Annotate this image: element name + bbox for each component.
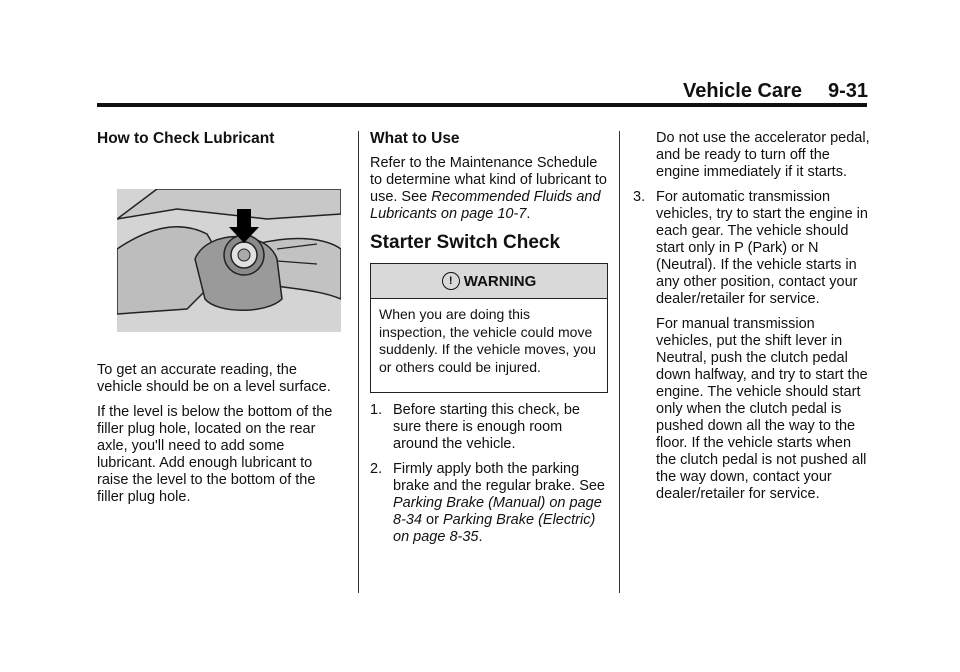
column-1-text (97, 362, 343, 514)
column-3-text (633, 130, 873, 511)
para-refer-schedule: Refer to the Maintenance Schedule to determine what kind of lubricant to use. See Recommended Fluids and Lubricants on page 10-7. (370, 155, 607, 222)
heading-what-to-use: What to Use (370, 130, 460, 147)
starter-steps (370, 402, 610, 554)
filler-plug-figure (117, 189, 341, 332)
header-rule (97, 103, 867, 107)
warning-box (370, 263, 608, 393)
column-divider-1 (358, 131, 359, 593)
column-divider-2 (619, 131, 620, 593)
warning-text: When you are doing this inspection, the vehicle could move suddenly. If the vehicle moves, you or others could be injured. (379, 306, 596, 375)
heading-how-to-check: How to Check Lubricant (97, 130, 275, 147)
step-3-automatic: For automatic transmission vehicles, try to start the engine in each gear. The vehicle should start only in P (Park) or N (Neutral). If the vehicle starts in any other position, contact your dealer/retailer for service. (656, 189, 868, 307)
para-accelerator-warning: Do not use the accelerator pedal, and be ready to turn off the engine immediately if it starts. (656, 130, 870, 180)
para-add-lubricant: If the level is below the bottom of the filler plug hole, located on the rear axle, you'll need to add some lubricant. Add enough lubricant to raise the level to the bottom of the filler plug hole. (97, 404, 333, 505)
filler-plug-arrow-illustration (117, 189, 341, 332)
para-level-surface: To get an accurate reading, the vehicle should be on a level surface. (97, 362, 331, 395)
step-3-manual: For manual transmission vehicles, put the shift lever in Neutral, push the clutch pedal down halfway, and try to start the engine. The vehicle should start only when the clutch pedal is pushed down all the way to the floor. If the vehicle starts when the clutch pedal is not pushed all the way down, contact your dealer/retailer for service. (656, 316, 868, 502)
page-number: 9-31 (828, 80, 869, 102)
link-parking-brake-manual[interactable]: Parking Brake (Manual) on page 8-34 (393, 495, 602, 528)
step-3: 3. For automatic transmission vehicles, try to start the engine in each gear. The vehicle should start only in P (Park) or N (Neutral). If the vehicle starts in any other position, contact your dealer/retailer for service. For manual transmission vehicles, put the shift lever in Neutral, push the clutch pedal down halfway, and try to start the engine. The vehicle should start only when the clutch pedal is pushed down all the way to the floor. If the vehicle starts when the clutch pedal is not pushed all the way down, contact your dealer/retailer for service. (633, 189, 873, 503)
warning-label: WARNING (463, 272, 537, 290)
warning-circle-icon: ! (442, 272, 460, 290)
heading-starter-switch-check: Starter Switch Check (370, 232, 561, 253)
page-header (0, 0, 960, 110)
link-parking-brake-electric[interactable]: Parking Brake (Electric) on page 8-35 (393, 512, 596, 545)
warning-header (371, 264, 607, 299)
step-2: 2. Firmly apply both the parking brake and the regular brake. See Parking Brake (Manual) on page 8-34 or Parking Brake (Electric) on page 8-35. (370, 461, 605, 545)
what-to-use-text (370, 155, 610, 231)
step-1: 1. Before starting this check, be sure there is enough room around the vehicle. (370, 402, 580, 452)
link-recommended-fluids[interactable]: Recommended Fluids and Lubricants on page 10-7 (370, 189, 601, 222)
section-title: Vehicle Care (683, 80, 802, 102)
